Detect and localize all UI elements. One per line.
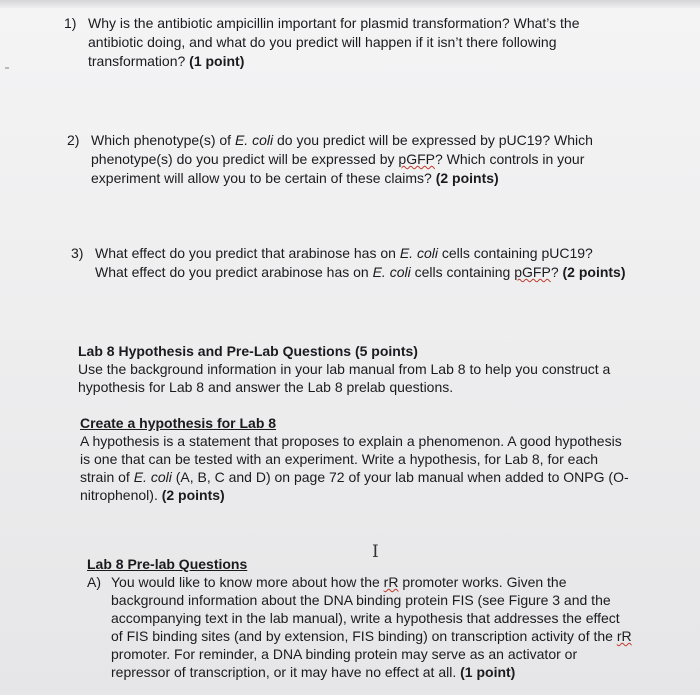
page-top-edge bbox=[0, 0, 700, 8]
spellcheck-word: rR bbox=[383, 574, 399, 590]
text-run: of FIS binding sites (and by extension, FIS binding) on transcription activity of the bbox=[111, 628, 617, 644]
text-run: promoter works. Given the bbox=[398, 574, 567, 590]
text-run: cells containing pUC19? bbox=[437, 245, 593, 261]
prelab-question-a bbox=[87, 573, 687, 681]
prelab-line: promoter. For reminder, a DNA binding protein may serve as an activator or bbox=[111, 646, 578, 662]
text-run: cells containing bbox=[410, 264, 515, 280]
question-1-number: 1) bbox=[64, 15, 77, 31]
hypothesis-line bbox=[80, 486, 680, 504]
prelab-points: (1 point) bbox=[460, 664, 516, 680]
text-run: What effect do you predict arabinose has on bbox=[95, 264, 373, 280]
question-3-text bbox=[95, 244, 626, 282]
text-cursor-icon: I bbox=[372, 542, 379, 562]
lab8-title: Lab 8 Hypothesis and Pre-Lab Questions (5 points) bbox=[78, 343, 418, 359]
question-1-points: (1 point) bbox=[189, 53, 245, 69]
text-run: You would like to know more about how the bbox=[111, 574, 384, 590]
species-name: E. coli bbox=[234, 132, 274, 148]
species-name: E. coli bbox=[133, 469, 172, 485]
question-2-number: 2) bbox=[67, 132, 80, 148]
question-3-number: 3) bbox=[71, 245, 84, 261]
question-3-line bbox=[95, 244, 626, 263]
question-1-text bbox=[88, 14, 580, 71]
text-run: strain of bbox=[80, 469, 134, 485]
question-2-text bbox=[91, 131, 593, 188]
hypothesis-line bbox=[80, 468, 680, 486]
question-2-points: (2 points) bbox=[435, 170, 499, 186]
hypothesis-title: Create a hypothesis for Lab 8 bbox=[80, 415, 277, 431]
lab8-section bbox=[78, 342, 678, 396]
species-name: E. coli bbox=[399, 245, 438, 261]
question-1-line: Why is the antibiotic ampicillin important for plasmid transformation? What’s the bbox=[88, 15, 580, 31]
hypothesis-section bbox=[80, 414, 680, 504]
lab8-line: Use the background information in your lab manual from Lab 8 to help you construct a bbox=[78, 361, 611, 377]
text-run: (A, B, C and D) on page 72 of your lab manual when added to ONPG (O- bbox=[171, 469, 629, 485]
hypothesis-line: A hypothesis is a statement that proposes to explain a phenomenon. A good hypothesis bbox=[80, 433, 622, 449]
text-run: ? bbox=[550, 264, 563, 280]
margin-mark bbox=[5, 67, 9, 69]
question-1-line bbox=[88, 52, 580, 71]
hypothesis-points: (2 points) bbox=[161, 487, 225, 503]
lab8-line: hypothesis for Lab 8 and answer the Lab 8 prelab questions. bbox=[78, 379, 454, 395]
text-run: experiment will allow you to be certain of these claims? bbox=[91, 170, 436, 186]
text-run: Which phenotype(s) of bbox=[91, 132, 235, 148]
text-run: repressor of transcription, or it may have no effect at all. bbox=[111, 664, 461, 680]
prelab-line bbox=[111, 627, 687, 645]
text-run: What effect do you predict that arabinose has on bbox=[95, 245, 400, 261]
question-2-line bbox=[91, 131, 593, 150]
text-run: nitrophenol). bbox=[80, 487, 162, 503]
hypothesis-line: is one that can be tested with an experiment. Write a hypothesis, for Lab 8, for each bbox=[80, 451, 599, 467]
text-run: do you predict will be expressed by pUC19? Which bbox=[273, 132, 593, 148]
text-run: ? Which controls in your bbox=[434, 151, 585, 167]
prelab-line bbox=[111, 663, 687, 681]
question-3-points: (2 points) bbox=[562, 264, 626, 280]
question-1-line: antibiotic doing, and what do you predict will happen if it isn’t there following bbox=[88, 34, 557, 50]
prelab-section bbox=[87, 555, 687, 681]
question-2-line bbox=[91, 169, 593, 188]
prelab-question-a-label: A) bbox=[87, 574, 101, 590]
prelab-line bbox=[111, 573, 687, 591]
text-run: phenotype(s) do you predict will be expressed by bbox=[91, 151, 399, 167]
prelab-line: accompanying text in the lab manual), write a hypothesis that addresses the effect bbox=[111, 610, 620, 626]
prelab-title: Lab 8 Pre-lab Questions bbox=[87, 556, 248, 572]
question-3-line bbox=[95, 263, 626, 282]
species-name: E. coli bbox=[372, 264, 411, 280]
prelab-line: background information about the DNA binding protein FIS (see Figure 3 and the bbox=[111, 592, 611, 608]
spellcheck-word: pGFP bbox=[514, 264, 551, 280]
spellcheck-word: rR bbox=[616, 628, 632, 644]
question-2-line bbox=[91, 150, 593, 169]
spellcheck-word: pGFP bbox=[398, 151, 435, 167]
question-1-line-text: transformation? bbox=[88, 53, 190, 69]
